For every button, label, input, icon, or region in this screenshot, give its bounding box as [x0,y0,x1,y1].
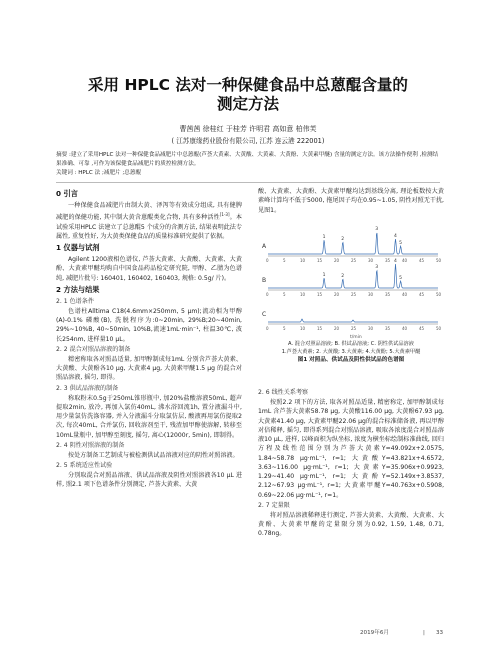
right-column-top [258,187,444,215]
section-2-6-heading: 2. 6 线性关系考察 [258,389,309,396]
section-2-4-paragraph: 按处方制备工艺制成与被检测供试品溶液对应的阴性对照溶液。 [68,451,239,459]
axis-tick-label: 20 [334,326,340,331]
axis-tick-label: 15 [317,258,323,263]
affiliation: ( 江苏康缘药业股份有限公司, 江苏 连云港 222001) [171,137,325,145]
chromatogram-trace [268,264,438,288]
section-2-3-paragraph: 称取粉末0.5g于250mL锥形瓶中, 加20%盐酸溶液50mL, 超声提取2min, 放冷, 再加入氯仿40mL, 沸水浴回流1h, 置分液漏斗中, 用少量氯仿洗涤容器, 并入分液漏斗分取氯仿层, 酸液再用氯仿提取2 次, 每次40mL, 合并氯仿, 回收溶剂至干, 残渣加甲醇使溶解, 转移至10mL量瓶中, 加甲醇至刻度, 摇匀, 离心(12000r, 5min), 即制得。 [56,394,242,439]
axis-title: t/min [350,335,362,340]
section-2-1-heading: 2. 1 色谱条件 [56,297,94,305]
axis-tick-label: 5 [283,326,286,331]
axis-tick-label: 5 [283,292,286,297]
section-1-heading: 1 仪器与试剂 [56,243,100,253]
axis-tick-label: 40 [402,292,408,297]
axis-tick-label: 15 [317,326,323,331]
abstract: 摘要 :建立了采用HPLC 法对一种保健食品减肥片中总蒽醌(芦荟大黄素、大黄酸、大黄素、大黄酚、大黄素甲醚) 含量的测定方法。该方法操作便利 ,检测结果准确、可靠 ,可作为该保健食品减肥片的质控检测方法。 [56,152,439,168]
section-2-5-continued: 酸、大黄素、大黄酚、大黄素甲醚均达到基线分离, 理论板数按大黄素峰计算均不低于5000, 拖尾因子均在0.95~1.05, 阴性对照无干扰, 见图1。 [258,188,444,214]
peak-label: 3 [375,265,379,270]
chromatogram-trace [268,319,438,322]
axis-tick-label: 0 [266,326,269,331]
section-2-7-paragraph: 将对照品溶液稀释进行测定, 芦荟大黄素、大黄酸、大黄素、大黄酚、大黄素甲醚的定量限分别为0.92, 1.59, 1.48, 0.71, 0.78ng。 [258,511,444,538]
section-0-text-b: 。本试验采用HPLC 法建立了总蒽醌5 个成分的含测方法, 结果表明此法专属性, 重复性好, 为大黄类保健食品的质量标准研究提供了依据。 [56,214,242,240]
footer-separator: | [423,630,425,636]
axis-tick-label: 40 [402,258,408,263]
figure-legend-peaks: 1.芦荟大黄素; 2. 大黄酸; 3.大黄素; 4.大黄酚; 5.大黄素甲醚 [281,349,421,355]
peak-label: 2 [341,237,345,242]
section-2-2-heading: 2. 2 混合对照品溶液的制备 [56,345,131,353]
section-0-heading: 0 引言 [56,189,78,198]
figure-legend: A. 混合对照品溶液; B. 供试品溶液; C. 阴性供试品溶液 [288,341,414,347]
peak-label: 4 [394,259,397,264]
title-line-2: 测定方法 [216,95,279,113]
axis-tick-label: 20 [334,258,340,263]
axis-tick-label: 0 [266,258,269,263]
section-2-4-heading: 2. 4 阴性对照溶液的制备 [56,441,125,449]
title-line-1: 采用 HPLC 法对一种保健食品中总蒽醌含量的 [88,76,408,94]
axis-tick-label: 25 [351,292,357,297]
section-0-text-a: 一种保健食品减肥片由制大黄、泽泻等有效成分组成, 具有健脾减肥的保健功能, 其中制大黄含蒽醌类化合物, 具有多种活性 [56,202,242,222]
paper-title [0,76,496,114]
section-2-3-heading: 2. 3 供试品溶液的制备 [56,384,119,392]
section-2-2-paragraph: 精密称取各对照品适量, 加甲醇制成每1mL 分别含芦荟大黄素、大黄酸、大黄酚各10 μg, 大黄素4 μg, 大黄素甲醚1.5 μg 的混合对照品溶液, 摇匀, 即得。 [56,355,242,382]
header-divider [56,182,440,183]
section-0-paragraph [56,201,242,241]
chromatogram-figure [258,222,444,382]
page-number: 33 [436,630,444,636]
peak-label: 1 [322,273,326,278]
section-2-1-paragraph: 色谱柱Alltima C18(4.6mm×250mm, 5 μm);流动相为甲醇(A)-0.1% 磷酸(B), 洗脱程序为:0~20min, 29%B;20~40min, 29%~10%B, 40~50min, 10%B,流速1mL·min⁻¹, 柱温30℃, 波长254nm, 进样量10 μL。 [56,307,242,343]
axis-tick-label: 30 [368,258,374,263]
section-2-5-paragraph: 分别取混合对照品溶液、供试品溶液及阴性对照溶液各10 μL 进样, 照2.1 项下色谱条件分别测定, 芦荟大黄素、大黄 [56,472,242,489]
section-2-heading: 2 方法与结果 [56,284,100,294]
axis-tick-label: 50 [436,326,442,331]
axis-tick-label: 35 [385,292,391,297]
peak-label: 4 [394,234,397,239]
axis-tick-label: 40 [402,326,408,331]
section-2-5-heading: 2. 5 系统适应性试验 [56,462,113,470]
figure-caption: 图1 对照品、供试品及阴性供试品的色谱图 [297,357,405,363]
axis-tick-label: 35 [385,326,391,331]
axis-tick-label: 50 [436,292,442,297]
peak-label: 3 [375,227,379,232]
peak-label: 2 [341,274,345,279]
section-2-6-paragraph: 按照2.2 项下的方法, 取各对照品适量, 精密称定, 加甲醇制成每1mL 含芦荟大黄素58.78 μg, 大黄酸116.00 μg, 大黄酚67.93 μg, 大黄素41.40 μg, 大黄素甲醚22.06 μg的混合标准储备液, 再以甲醇对倍稀释, 摇匀, 即得系列混合对照品溶液, 吸取各浓度混合对照品溶液10 μL, 进样, 以峰面积为纵坐标, 浓度为横坐标绘制标准曲线, 回归方程及线性范围分别为芦荟大黄素Y=49.092x+2.0575, 1.84~58.78 μg·mL⁻¹, r=1; 大黄酸Y=43.821x+4.6572, 3.63~116.00 μg·mL⁻¹, r=1; 大黄素Y=35.906x+0.9923, 1.29~41.40 μg·mL⁻¹, r=1; 大黄酚Y=52.149x+3.8537, 2.12~67.93 μg·mL⁻¹, r=1; 大黄素甲醚Y=40.763x+0.5908, 0.69~22.06 μg·mL⁻¹, r=1。 [258,399,444,499]
section-1-paragraph: Agilent 1200液相色谱仪, 芦荟大黄素、大黄酸、大黄素、大黄酚、大黄素甲醚均购自中国食品药品检定研究院, 甲醇、乙腈为色谱纯, 减肥片批号: 160401, 160402, 160403, 规格: 0.5g/ 片)。 [56,256,242,282]
axis-tick-label: 0 [266,292,269,297]
keywords: 关键词 : HPLC 法 ;减肥片 ;总蒽醌 [56,170,142,176]
axis-tick-label: 15 [317,292,323,297]
axis-tick-label: 30 [368,292,374,297]
left-column [56,187,242,490]
axis-tick-label: 45 [419,258,425,263]
axis-tick-label: 5 [283,258,286,263]
axis-tick-label: 10 [300,326,306,331]
axis-tick-label: 35 [385,258,391,263]
axis-tick-label: 30 [368,326,374,331]
axis-tick-label: 25 [351,326,357,331]
section-2-7-heading: 2. 7 定量限 [258,501,290,509]
citation-ref: [1-3] [219,212,230,218]
footer-date: 2019年6月 [360,630,389,636]
peak-label: 5 [399,241,402,246]
right-column-bottom [258,387,444,539]
peak-label: 5 [399,276,402,281]
axis-tick-label: 10 [300,258,306,263]
axis-tick-label: 20 [334,292,340,297]
chromatogram-trace [268,233,438,254]
trace-label: B [262,277,267,284]
trace-label: C [262,311,267,318]
authors: 曹茜茜 徐桂红 于桂芳 许明君 高如意 柏伟芙 [179,125,317,133]
peak-label: 1 [322,235,326,240]
axis-tick-label: 10 [300,292,306,297]
axis-tick-label: 50 [436,258,442,263]
chromatogram-svg [258,222,444,340]
axis-tick-label: 45 [419,292,425,297]
trace-label: A [262,243,267,250]
axis-tick-label: 45 [419,326,425,331]
axis-tick-label: 25 [351,258,357,263]
